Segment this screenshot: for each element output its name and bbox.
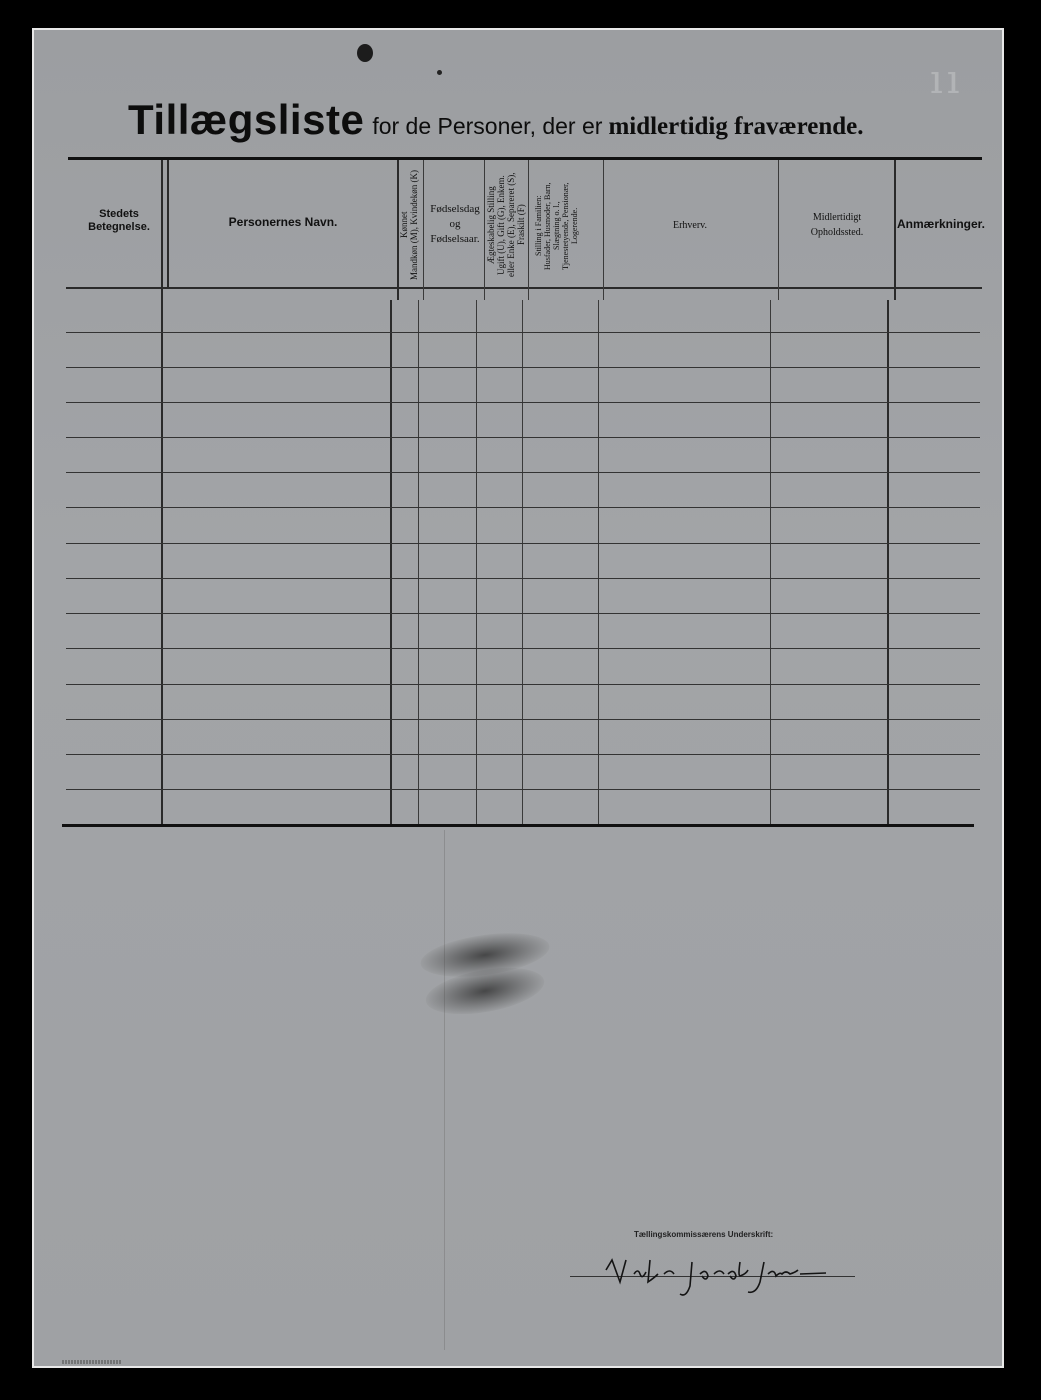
table-row-line (66, 332, 980, 333)
table-row-line (66, 472, 980, 473)
col-header-line: Midlertidigt (812, 212, 862, 223)
col-header-line: Stedets (99, 208, 139, 220)
table-row-line (66, 789, 980, 790)
column-divider (522, 300, 523, 824)
col-header-line: Fraskilt (F) (516, 204, 526, 246)
title-main: Tillægsliste (128, 96, 365, 143)
table-row-line (66, 507, 980, 508)
column-divider (397, 160, 399, 300)
corner-page-mark: ıı (930, 57, 964, 103)
column-divider (770, 300, 771, 824)
column-divider (598, 300, 599, 824)
table-row-line (66, 437, 980, 438)
table-row-line (66, 367, 980, 368)
col-header-line: Tjenestetyende, Pensionær, (561, 182, 570, 270)
table-row-line (66, 754, 980, 755)
punch-hole (357, 44, 373, 62)
col-header-line: eller Enke (E), Separeret (S), (506, 172, 516, 278)
handwritten-signature (600, 1252, 830, 1302)
col-header-ophold (782, 210, 892, 242)
paper-fold (444, 830, 445, 1350)
col-header-line: Kønnet (399, 211, 409, 239)
col-header-kjonnet (399, 166, 421, 284)
col-header-aegteskab (486, 164, 526, 286)
col-header-line: Slægtning o. l., (552, 201, 561, 251)
col-header-navn (176, 216, 390, 232)
col-header-line: Betegnelse. (88, 221, 150, 233)
col-header-erhverv (606, 218, 774, 234)
col-header-line: Ugift (U), Gift (G), Enkem. (496, 175, 506, 275)
column-divider (484, 160, 485, 300)
table-row-line (66, 648, 980, 649)
table-top-rule (68, 157, 982, 160)
col-header-line: Stilling i Familien: (534, 195, 543, 257)
title-middle: for de Personer, der er (372, 113, 603, 139)
column-divider (894, 160, 896, 300)
col-header-anm (896, 218, 986, 234)
column-divider (603, 160, 604, 300)
col-header-line: Opholdssted. (810, 227, 864, 238)
table-row-line (66, 684, 980, 685)
col-header-stedets (78, 208, 160, 238)
table-row-line (66, 719, 980, 720)
col-header-familie (534, 168, 596, 284)
table-row-line (66, 578, 980, 579)
title-emphasis: midlertidig fraværende. (608, 113, 864, 140)
column-divider (528, 160, 529, 300)
table-row-line (66, 543, 980, 544)
col-header-line: Mandkøn (M), Kvindekøn (K) (409, 170, 419, 280)
col-header-line: Personernes Navn. (228, 215, 338, 229)
column-divider (887, 300, 889, 824)
ink-dot (437, 70, 442, 75)
col-header-line: Husfader, Husmoder, Barn, (543, 182, 552, 270)
column-divider (418, 300, 419, 824)
col-header-line: Ægteskabelig Stilling (486, 186, 496, 264)
table-row-line (66, 402, 980, 403)
col-header-line: Erhverv. (672, 220, 708, 231)
signature-label: Tællingskommissærens Underskrift: (634, 1230, 774, 1239)
column-divider (778, 160, 779, 300)
column-divider (476, 300, 477, 824)
col-header-line: og (449, 218, 461, 230)
column-divider (423, 160, 424, 300)
col-header-fodsel (425, 202, 485, 250)
col-header-line: Fødselsaar. (430, 233, 480, 245)
form-title (128, 96, 948, 148)
column-divider (167, 160, 169, 288)
col-header-line: Fødselsdag (430, 203, 480, 215)
table-bottom-rule (62, 824, 974, 827)
signature-drawing (600, 1252, 830, 1302)
column-divider (161, 160, 163, 824)
col-header-line: Logerende. (570, 207, 579, 245)
column-divider (390, 300, 392, 824)
col-header-line: Anmærkninger. (896, 217, 986, 231)
printer-imprint (62, 1360, 122, 1364)
header-bottom-rule (66, 287, 982, 289)
table-row-line (66, 613, 980, 614)
